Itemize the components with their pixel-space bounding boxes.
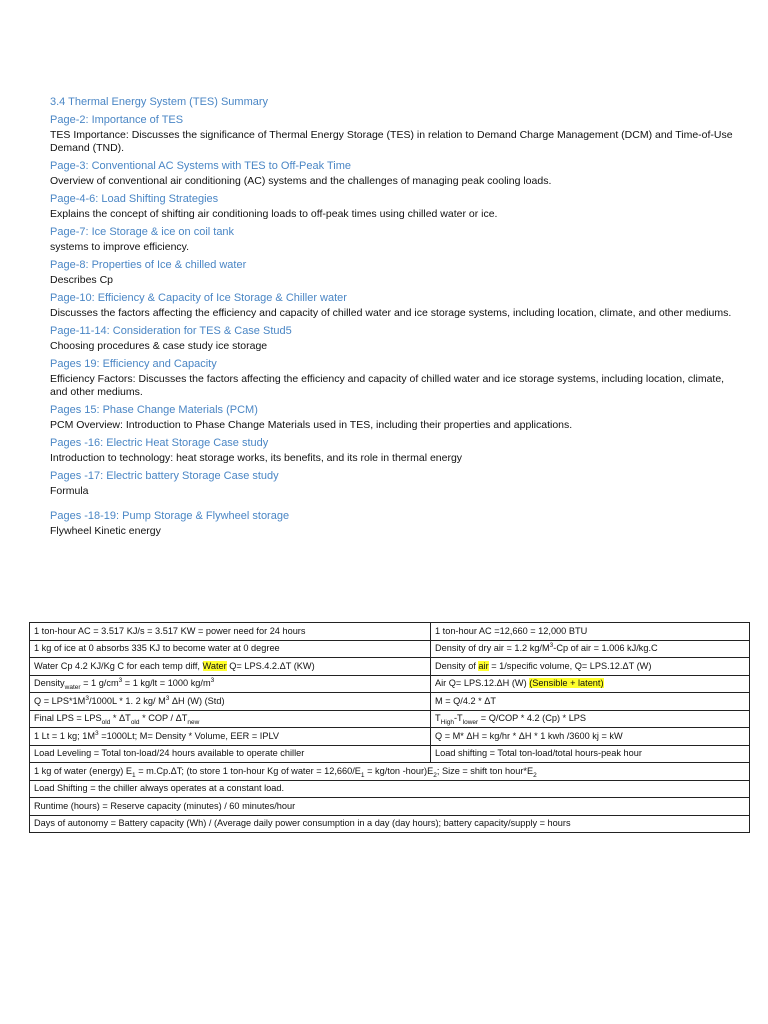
table-row [30, 798, 750, 816]
cell-text: Load shifting = Total ton-load/total hours-peak hour [435, 748, 642, 759]
summary-entry [50, 160, 740, 188]
table-row [30, 658, 750, 676]
summary-entry [50, 226, 740, 254]
cell-text: Q = LPS*1M [34, 695, 86, 706]
table-cell [431, 745, 750, 763]
entry-heading: Page-11-14: Consideration for TES & Case Stud5 [50, 325, 292, 337]
table-cell [431, 623, 750, 641]
cell-text: M = Q/4.2 * ΔT [435, 695, 497, 706]
entry-text: Overview of conventional air conditioning (AC) systems and the challenges of managing peak cooling loads. [50, 175, 552, 187]
subscript: lower [462, 719, 479, 727]
entry-text: Describes Cp [50, 274, 114, 286]
superscript: 3 [118, 677, 123, 685]
highlighted-text: (Sensible + latent) [529, 678, 604, 689]
entry-text: Choosing procedures & case study ice storage [50, 340, 268, 352]
summary-entry [50, 259, 740, 287]
summary-entry [50, 114, 740, 155]
cell-text: =1000Lt; M= Density * Volume, EER = IPLV [101, 730, 280, 741]
cell-text: ΔH (W) (Std) [171, 695, 225, 706]
table-row [30, 780, 750, 798]
entry-heading: Page-8: Properties of Ice & chilled water [50, 259, 247, 271]
entry-heading: Page-4-6: Load Shifting Strategies [50, 193, 219, 205]
cell-text: Q = M* ΔH = kg/hr * ΔH * 1 kwh /3600 kj = kW [435, 730, 623, 741]
cell-text: * ΔT [112, 713, 131, 724]
entry-text: Discusses the factors affecting the efficiency and capacity of chilled water and ice storage systems, including location, climate, and other mediums. [50, 307, 732, 319]
cell-text: * COP / ΔT [142, 713, 188, 724]
table-row [30, 745, 750, 763]
cell-text: Final LPS = LPS [34, 713, 102, 724]
summary-entry [50, 404, 740, 432]
cell-text: = 1 g/cm [83, 678, 119, 689]
cell-text: T [435, 713, 441, 724]
cell-text: = kg/ton -hour)E [367, 765, 434, 776]
table-cell [30, 623, 431, 641]
table-cell [30, 640, 431, 658]
entry-text: Introduction to technology: heat storage works, its benefits, and its role in thermal energy [50, 452, 463, 464]
entry-text: PCM Overview: Introduction to Phase Change Materials used in TES, including their properties and applications. [50, 419, 573, 431]
table-row [30, 710, 750, 728]
table-cell [30, 728, 431, 746]
superscript: 3 [165, 694, 170, 702]
highlighted-text: air [478, 660, 489, 671]
entry-heading: Pages 15: Phase Change Materials (PCM) [50, 404, 258, 416]
cell-text: -Cp of air = 1.006 kJ/kg.C [553, 643, 658, 654]
highlighted-text: Water [202, 660, 227, 671]
table-cell [431, 693, 750, 711]
formula-table [29, 622, 750, 833]
superscript: 3 [210, 677, 215, 685]
entry-heading: Page-10: Efficiency & Capacity of Ice Storage & Chiller water [50, 292, 347, 304]
cell-text: 1 kg of ice at 0 absorbs 335 KJ to become water at 0 degree [34, 643, 280, 654]
entry-text: TES Importance: Discusses the significance of Thermal Energy Storage (TES) in relation to Demand Charge Management (DCM) and Time-of-Use Demand (TND). [50, 129, 733, 154]
superscript: 3 [95, 729, 99, 737]
summary-entry [50, 470, 740, 498]
entry-text: Flywheel Kinetic energy [50, 525, 161, 537]
superscript: 3 [549, 642, 554, 650]
summary-entry [50, 193, 740, 221]
cell-text: Load Leveling = Total ton-load/24 hours available to operate chiller [34, 748, 305, 759]
summary-section [50, 96, 740, 543]
entry-text: Formula [50, 485, 89, 497]
subscript: old [130, 719, 140, 727]
table-row [30, 815, 750, 833]
entry-heading: Pages -16: Electric Heat Storage Case study [50, 437, 269, 449]
cell-text: Load Shifting = the chiller always operates at a constant load. [34, 783, 285, 794]
table-cell [431, 710, 750, 728]
entry-heading: Pages 19: Efficiency and Capacity [50, 358, 217, 370]
table-cell [431, 640, 750, 658]
cell-text: Days of autonomy = Battery capacity (Wh) / (Average daily power consumption in a day (day hours); battery capacity/supply = hours [34, 818, 571, 829]
cell-text: Air Q= LPS.12.ΔH (W) [435, 678, 527, 689]
subscript: new [187, 719, 200, 727]
entry-heading: Page-7: Ice Storage & ice on coil tank [50, 226, 235, 238]
table-cell [30, 798, 750, 816]
table-row [30, 675, 750, 693]
entry-text: systems to improve efficiency. [50, 241, 190, 253]
table-row [30, 640, 750, 658]
cell-text: = Q/COP * 4.2 (Cp) * LPS [480, 713, 587, 724]
table-cell [30, 710, 431, 728]
cell-text: Density of [435, 660, 476, 671]
cell-text: 1 Lt = 1 kg; 1M [34, 730, 96, 741]
cell-text: = m.Cp.ΔT; (to store 1 ton-hour Kg of water = 12,660/E [138, 765, 361, 776]
cell-text: Q= LPS.4.2.ΔT (KW) [229, 660, 315, 671]
table-row [30, 728, 750, 746]
subscript: 1 [360, 771, 365, 779]
table-cell [30, 658, 431, 676]
section-title: 3.4 Thermal Energy System (TES) Summary [50, 96, 269, 108]
subscript: 2 [433, 771, 437, 779]
cell-text: 1 kg of water (energy) E [34, 765, 133, 776]
superscript: 3 [85, 694, 89, 702]
cell-text: = 1 kg/lt = 1000 kg/m [124, 678, 211, 689]
subscript: water [64, 684, 81, 692]
summary-entry [50, 437, 740, 465]
subscript: old [101, 719, 111, 727]
cell-text: /1000L * 1. 2 kg/ M [88, 695, 166, 706]
cell-text: 1 ton-hour AC = 3.517 KJ/s = 3.517 KW = power need for 24 hours [34, 625, 306, 636]
subscript: 1 [132, 771, 136, 779]
table-cell [30, 745, 431, 763]
cell-text: 1 ton-hour AC =12,660 = 12,000 BTU [435, 625, 588, 636]
table-row [30, 763, 750, 781]
entry-heading: Page-3: Conventional AC Systems with TES to Off-Peak Time [50, 160, 352, 172]
entry-text: Explains the concept of shifting air conditioning loads to off-peak times using chilled water or ice. [50, 208, 498, 220]
summary-entry [50, 358, 740, 399]
table-row [30, 693, 750, 711]
table-cell [30, 693, 431, 711]
entry-heading: Page-2: Importance of TES [50, 114, 184, 126]
table-cell [30, 780, 750, 798]
table-cell [431, 658, 750, 676]
entry-text: Efficiency Factors: Discusses the factors affecting the efficiency and capacity of chilled water and ice storage systems, including location, climate, and other mediums. [50, 373, 725, 398]
cell-text: Water Cp 4.2 KJ/Kg C for each temp diff, [34, 660, 200, 671]
entry-heading: Pages -18-19: Pump Storage & Flywheel storage [50, 510, 290, 522]
entry-heading: Pages -17: Electric battery Storage Case study [50, 470, 279, 482]
cell-text: -T [454, 713, 463, 724]
subscript: 2 [533, 771, 537, 779]
summary-entry [50, 292, 740, 320]
cell-text: ; Size = shift ton hour*E [436, 765, 534, 776]
summary-entry [50, 510, 740, 538]
cell-text: Runtime (hours) = Reserve capacity (minutes) / 60 minutes/hour [34, 800, 296, 811]
table-cell [431, 675, 750, 693]
subscript: High [440, 719, 454, 727]
table-row [30, 623, 750, 641]
cell-text: Density of dry air = 1.2 kg/M [435, 643, 550, 654]
table-cell [30, 815, 750, 833]
cell-text: Density [34, 678, 65, 689]
table-cell [30, 763, 750, 781]
summary-entry [50, 325, 740, 353]
cell-text: = 1/specific volume, Q= LPS.12.ΔT (W) [491, 660, 652, 671]
table-cell [30, 675, 431, 693]
table-cell [431, 728, 750, 746]
